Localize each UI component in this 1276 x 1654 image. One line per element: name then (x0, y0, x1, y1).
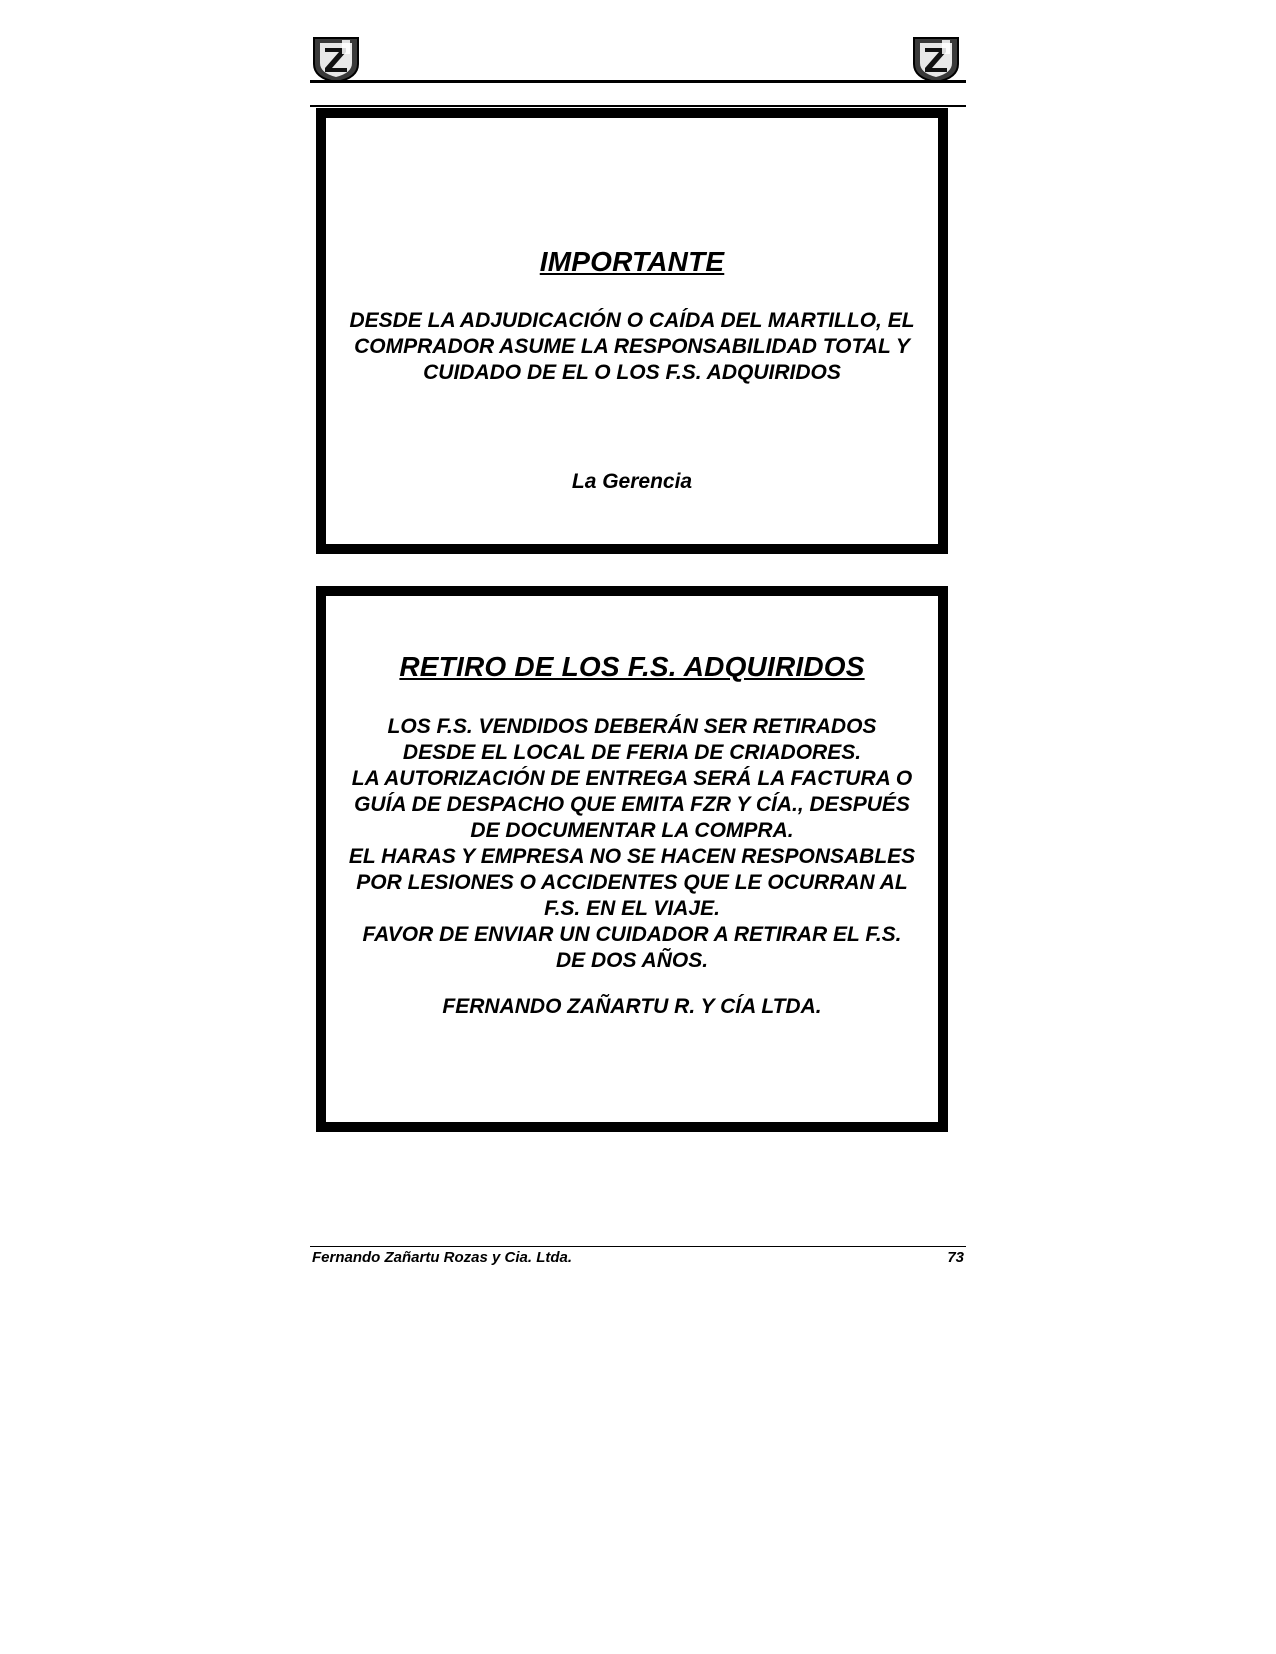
notice-line: DE DOCUMENTAR LA COMPRA. (470, 819, 794, 842)
zr-shield-logo-icon (310, 34, 362, 84)
notice-line: LA AUTORIZACIÓN DE ENTREGA SERÁ LA FACTURA O (351, 767, 913, 790)
notice-line: DESDE LA ADJUDICACIÓN O CAÍDA DEL MARTILLO, EL (349, 309, 915, 332)
notice-body (326, 714, 938, 974)
footer-company: Fernando Zañartu Rozas y Cia. Ltda. (312, 1249, 573, 1266)
notice-signature: FERNANDO ZAÑARTU R. Y CÍA LTDA. (442, 995, 822, 1018)
notice-line: F.S. EN EL VIAJE. (544, 897, 720, 920)
notice-line: EL HARAS Y EMPRESA NO SE HACEN RESPONSABLES (348, 845, 916, 868)
notice-box-retiro (316, 586, 948, 1132)
header-rule-thin (310, 105, 966, 107)
page-number: 73 (947, 1249, 964, 1266)
notice-title: IMPORTANTE (539, 246, 725, 277)
notice-line: POR LESIONES O ACCIDENTES QUE LE OCURRAN AL (356, 871, 908, 894)
notice-line: DESDE EL LOCAL DE FERIA DE CRIADORES. (402, 741, 862, 764)
notice-line: FAVOR DE ENVIAR UN CUIDADOR A RETIRAR EL F.S. (362, 923, 902, 946)
notice-line: CUIDADO DE EL O LOS F.S. ADQUIRIDOS (423, 361, 841, 384)
notice-line: DE DOS AÑOS. (555, 949, 709, 972)
notice-title: RETIRO DE LOS F.S. ADQUIRIDOS (399, 651, 865, 682)
notice-body (326, 308, 938, 386)
footer-rule (310, 1246, 966, 1247)
notice-line: GUÍA DE DESPACHO QUE EMITA FZR Y CÍA., DESPUÉS (354, 793, 910, 816)
notice-line: COMPRADOR ASUME LA RESPONSABILIDAD TOTAL Y (354, 335, 910, 358)
notice-box-importante (316, 108, 948, 554)
zr-shield-logo-icon (910, 34, 962, 84)
notice-signature: La Gerencia (571, 470, 693, 493)
notice-line: LOS F.S. VENDIDOS DEBERÁN SER RETIRADOS (387, 715, 877, 738)
header-rule (310, 80, 966, 83)
